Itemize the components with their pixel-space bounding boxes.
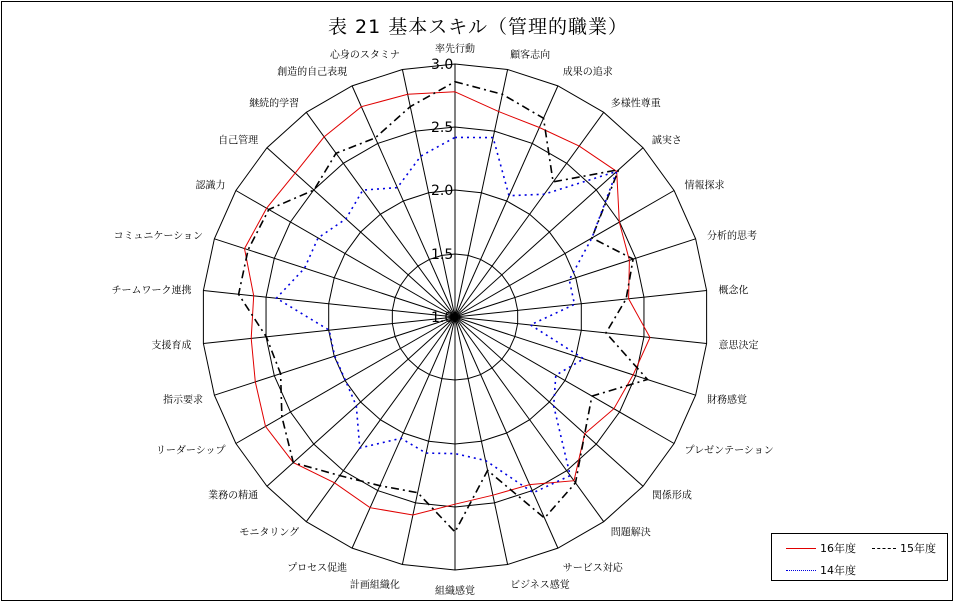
grid-spoke [455,317,508,564]
axis-label: 成果の追求 [562,66,613,78]
axis-label: ビジネス感覚 [510,580,570,592]
axis-label: チームワーク連携 [111,285,192,297]
grid-spoke [455,86,558,317]
axis-label: モニタリング [239,527,300,539]
legend-label: 16年度 [820,542,856,555]
tick-label: 2.5 [431,120,454,136]
axis-label: 誠実さ [651,135,682,147]
axis-label: 組織感覚 [435,586,475,597]
axis-label: 分析的思考 [707,231,757,243]
legend-swatch [786,570,816,571]
grid-spoke [236,317,455,444]
legend-item-14 [786,562,856,578]
axis-label: 創造的自己表現 [277,66,348,78]
grid-spoke [455,112,604,317]
axis-label: リーダーシップ [155,445,226,457]
axis-label: 問題解決 [610,527,651,539]
axis-label: 多様性尊重 [610,98,661,110]
legend-swatch [872,548,896,549]
axis-label: 意思決定 [718,340,759,352]
legend-label: 14年度 [820,564,856,577]
grid-spoke [455,317,674,444]
legend-item-15 [872,540,936,556]
axis-label: 業務の精通 [208,490,259,502]
axis-label: 指示要求 [163,394,203,406]
axis-label: 継続的学習 [249,98,300,110]
grid-spoke [455,70,508,317]
axis-label: 心身のスタミナ [329,49,400,61]
legend [771,533,948,581]
legend-item-16 [786,540,856,556]
tick-label: 1.0 [431,310,454,326]
axis-label: 情報探求 [684,180,725,192]
grid-spoke [306,112,455,317]
axis-label: コミュニケーション [113,231,203,243]
grid-spoke [455,317,643,486]
axis-label: 顧客志向 [510,49,551,61]
tick-layer [431,57,453,326]
legend-swatch [786,548,816,549]
grid-spoke [455,317,696,395]
grid-spoke [214,317,455,395]
grid-spoke [455,191,674,318]
axis-label: プロセス促進 [287,563,348,575]
legend-label: 15年度 [900,542,936,555]
axis-label: 率先行動 [435,44,475,55]
axis-label: 計画組織化 [349,580,400,592]
axis-label: 概念化 [718,285,749,297]
axis-label: 自己管理 [218,135,259,147]
axis-label: プレゼンテーション [684,445,774,457]
grid-spoke [402,317,455,564]
tick-label: 3.0 [431,57,454,73]
chart-title: 表 21 基本スキル（管理的職業） [327,16,629,38]
grid-spoke [455,239,696,317]
axis-label: 財務感覚 [707,394,747,406]
axis-label: 関係形成 [651,490,692,502]
tick-label: 2.0 [431,183,454,199]
grid-spoke [455,148,643,317]
axis-label: サービス対応 [562,563,623,575]
tick-label: 1.5 [431,247,454,263]
grid-layer [203,64,706,570]
grid-spoke [306,317,455,522]
axis-label: 認識力 [195,180,226,192]
grid-spoke [267,317,455,486]
grid-spoke [455,317,558,548]
axis-label: 支援育成 [151,340,192,352]
